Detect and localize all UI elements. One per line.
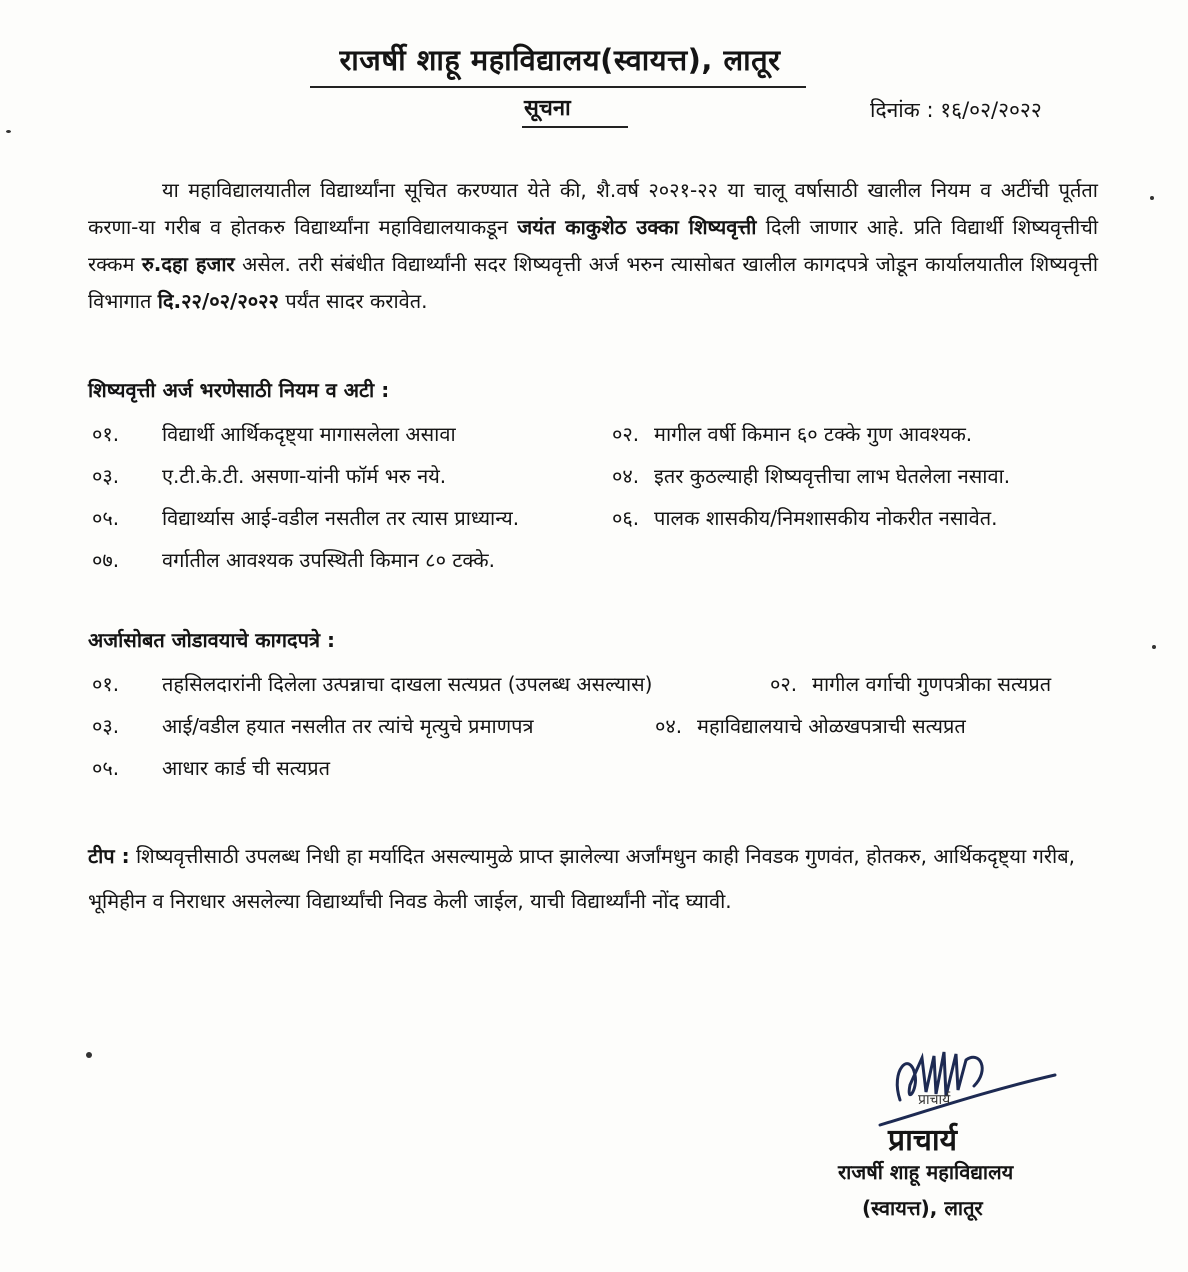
document-text: आई/वडील हयात नसलीत तर त्यांचे मृत्युचे प्रमाणपत्र xyxy=(162,714,534,738)
para-part-4: पर्यंत सादर करावेत. xyxy=(278,289,428,313)
scan-speck xyxy=(86,1052,92,1058)
scholarship-name: जयंत काकुशेठ उक्का शिष्यवृत्ती xyxy=(517,215,757,239)
document-item-05 xyxy=(92,754,330,781)
document-number: ०१. xyxy=(92,672,120,696)
notice-paragraph xyxy=(88,172,1098,320)
note-label: टीप : xyxy=(88,844,130,868)
scan-speck xyxy=(1152,645,1156,649)
subject-underline xyxy=(522,126,628,128)
rule-text: वर्गातील आवश्यक उपस्थिती किमान ८० टक्के. xyxy=(162,548,496,572)
note-text: शिष्यवृत्तीसाठी उपलब्ध निधी हा मर्यादित असल्यामुळे प्राप्त झालेल्या अर्जांमधुन काही निवडक गुणवंत, होतकरु, आर्थिकदृष्ट्या गरीब, भूमिहीन व निराधार असलेल्या विद्यार्थ्यांची निवड केली जाईल, याची विद्यार्थ्यांनी नोंद घ्यावी. xyxy=(88,844,1075,913)
document-text: आधार कार्ड ची सत्यप्रत xyxy=(162,756,330,780)
rule-number: ०७. xyxy=(92,548,120,572)
stamp-small-title: प्राचार्य xyxy=(918,1092,951,1108)
institution-name-line2: (स्वायत्त), लातूर xyxy=(862,1196,983,1220)
rule-number: ०५. xyxy=(92,506,120,530)
rule-item-05 xyxy=(92,504,519,531)
document-number: ०५. xyxy=(92,756,120,780)
rule-item-01 xyxy=(92,420,456,447)
note-paragraph xyxy=(88,834,1098,924)
para-part-1: या महाविद्यालयातील विद्यार्थ्यांना सूचित करण्यात येते की, शै.वर्ष २०२१-२२ या चालू वर्षासाठी खालील नियम व अटींची पूर्तता करणा-या गरीब व होतकरु विद्यार्थ्यांना महाविद्यालयाकडून xyxy=(88,178,1098,239)
rule-number: ०१. xyxy=(92,422,120,446)
para-part-2: दिली जाणार आहे. प्रति विद्यार्थी शिष्यवृत्तीची रक्कम xyxy=(88,215,1099,276)
scholarship-amount: रु.दहा हजार xyxy=(141,252,235,276)
scan-speck xyxy=(6,130,11,133)
rule-item-06 xyxy=(612,504,997,531)
document-text: मागील वर्गाची गुणपत्रीका सत्यप्रत xyxy=(812,672,1052,696)
scan-speck xyxy=(1150,196,1154,200)
document-item-03 xyxy=(92,712,534,739)
document-text: तहसिलदारांनी दिलेला उत्पन्नाचा दाखला सत्यप्रत (उपलब्ध असल्यास) xyxy=(162,672,653,696)
rule-number: ०३. xyxy=(92,464,120,488)
submission-deadline: दि.२२/०२/२०२२ xyxy=(157,289,279,313)
rule-number: ०२. xyxy=(612,422,640,446)
rule-item-07 xyxy=(92,546,495,573)
principal-title: प्राचार्य xyxy=(888,1123,958,1158)
notice-subject: सूचना xyxy=(524,96,571,121)
rule-text: विद्यार्थ्यास आई-वडील नसतील तर त्यास प्राध्यान्य. xyxy=(162,506,520,530)
document-item-04 xyxy=(655,712,966,739)
document-number: ०२. xyxy=(770,672,798,696)
rule-item-03 xyxy=(92,462,446,489)
para-part-3: असेल. तरी संबंधीत विद्यार्थ्यांनी सदर शिष्यवृत्ती अर्ज भरुन त्यासोबत खालील कागदपत्रे जोडून कार्यालयातील शिष्यवृत्ती विभागात xyxy=(88,252,1098,313)
institution-name-line1: राजर्षी शाहू महाविद्यालय xyxy=(838,1160,1014,1184)
rules-heading: शिष्यवृत्ती अर्ज भरणेसाठी नियम व अटी : xyxy=(88,378,390,402)
documents-heading: अर्जासोबत जोडावयाचे कागदपत्रे : xyxy=(88,628,336,652)
notice-date: दिनांक : १६/०२/२०२२ xyxy=(870,98,1042,122)
rule-number: ०४. xyxy=(612,464,640,488)
rule-text: पालक शासकीय/निमशासकीय नोकरीत नसावेत. xyxy=(654,506,998,530)
document-item-01 xyxy=(92,670,652,697)
rule-item-04 xyxy=(612,462,1010,489)
document-text: महाविद्यालयाचे ओळखपत्राची सत्यप्रत xyxy=(697,714,966,738)
document-title: राजर्षी शाहू महाविद्यालय(स्वायत्त), लातूर xyxy=(339,43,781,77)
rule-text: इतर कुठल्याही शिष्यवृत्तीचा लाभ घेतलेला नसावा. xyxy=(654,464,1011,488)
title-underline xyxy=(310,86,806,88)
document-number: ०३. xyxy=(92,714,120,738)
rule-text: मागील वर्षी किमान ६० टक्के गुण आवश्यक. xyxy=(654,422,973,446)
rule-item-02 xyxy=(612,420,972,447)
rule-number: ०६. xyxy=(612,506,640,530)
rule-text: विद्यार्थी आर्थिकदृष्ट्या मागासलेला असावा xyxy=(162,422,456,446)
document-number: ०४. xyxy=(655,714,683,738)
rule-text: ए.टी.के.टी. असणा-यांनी फॉर्म भरु नये. xyxy=(162,464,447,488)
document-item-02 xyxy=(770,670,1051,697)
